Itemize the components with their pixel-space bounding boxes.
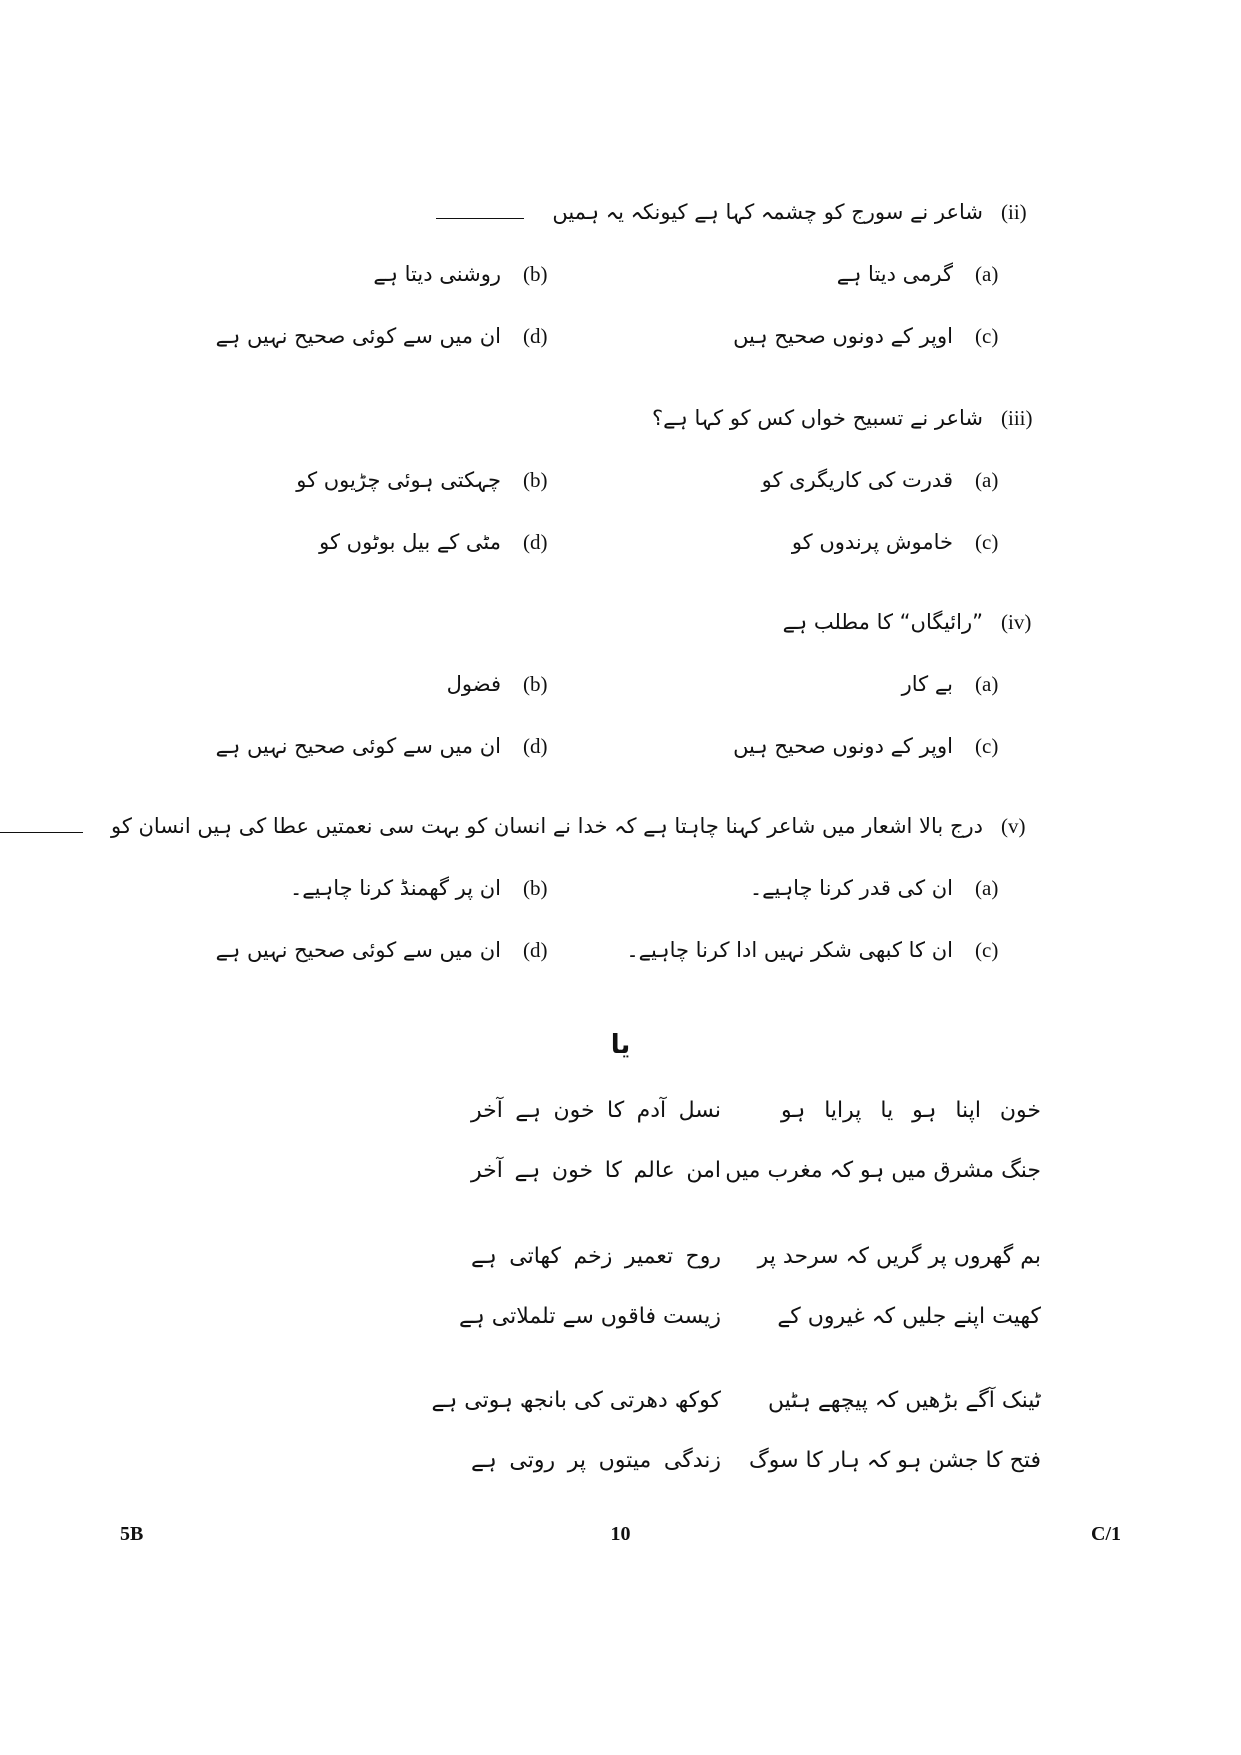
question-ii [436, 200, 1041, 225]
option-label: (a) [975, 262, 999, 286]
option-label: (c) [975, 324, 999, 348]
question-number: (ii) [1001, 200, 1027, 224]
option-a [902, 672, 1011, 697]
option-d [216, 734, 559, 759]
option-label: (d) [523, 530, 548, 554]
option-label: (c) [975, 734, 999, 758]
question-stem: ”رائیگاں“ کا مطلب ہے [782, 610, 983, 634]
poem-line: خون اپنا ہو یا پرایا ہو [781, 1098, 1041, 1123]
option-text: فضول [446, 672, 501, 696]
question-number: (iii) [1001, 406, 1033, 430]
option-d [319, 530, 559, 555]
option-label: (d) [523, 734, 548, 758]
poem-line: زندگی میتوں پر روتی ہے [471, 1448, 721, 1473]
option-a [762, 468, 1011, 493]
option-text: مٹی کے بیل بوٹوں کو [319, 530, 501, 554]
option-b [296, 468, 559, 493]
footer-set: C/1 [1091, 1523, 1121, 1545]
poem-line: بم گھروں پر گریں کہ سرحد پر [757, 1244, 1041, 1269]
option-c [626, 938, 1011, 963]
poem-line: نسل آدم کا خون ہے آخر [471, 1098, 721, 1123]
poem-line: کھیت اپنے جلیں کہ غیروں کے [777, 1304, 1041, 1329]
or-separator: یا [610, 1030, 631, 1060]
option-label: (a) [975, 468, 999, 492]
option-text: اوپر کے دونوں صحیح ہیں [733, 324, 953, 348]
poem-line: زیست فاقوں سے تلملاتی ہے [458, 1304, 721, 1329]
option-c [733, 734, 1011, 759]
poem-line: روح تعمیر زخم کھاتی ہے [471, 1244, 721, 1269]
option-label: (b) [523, 876, 548, 900]
option-text: ان میں سے کوئی صحیح نہیں ہے [215, 324, 501, 348]
option-label: (b) [523, 672, 548, 696]
question-v [0, 814, 1041, 839]
option-text: اوپر کے دونوں صحیح ہیں [733, 734, 953, 758]
question-iii [652, 406, 1041, 431]
option-text: روشنی دیتا ہے [373, 262, 501, 286]
option-text: چہکتی ہوئی چڑیوں کو [296, 468, 501, 492]
option-a [750, 876, 1011, 901]
option-label: (a) [975, 672, 999, 696]
answer-blank [0, 814, 83, 833]
question-stem: شاعر نے سورج کو چشمہ کہا ہے کیونکہ یہ ہمیں [552, 200, 983, 224]
option-a [837, 262, 1011, 287]
option-text: ان میں سے کوئی صحیح نہیں ہے [215, 938, 501, 962]
page-number: 10 [610, 1523, 631, 1545]
option-text: خاموش پرندوں کو [791, 530, 953, 554]
option-label: (d) [523, 324, 548, 348]
option-d [216, 324, 559, 349]
answer-blank [436, 200, 524, 219]
option-b [290, 876, 559, 901]
option-c [792, 530, 1011, 555]
question-iv [783, 610, 1041, 635]
option-label: (b) [523, 468, 548, 492]
footer-code: 5B [120, 1523, 144, 1545]
option-b [447, 672, 559, 697]
question-stem: درج بالا اشعار میں شاعر کہنا چاہتا ہے کہ خدا نے انسان کو بہت سی نعمتیں عطا کی ہیں انسان کو [110, 814, 983, 838]
question-number: (v) [1001, 814, 1026, 838]
option-c [733, 324, 1011, 349]
option-label: (b) [523, 262, 548, 286]
option-text: قدرت کی کاریگری کو [761, 468, 953, 492]
question-number: (iv) [1001, 610, 1032, 634]
poem-line: فتح کا جشن ہو کہ ہار کا سوگ [749, 1448, 1041, 1473]
option-label: (c) [975, 938, 999, 962]
option-text: بے کار [901, 672, 953, 696]
poem-line: جنگ مشرق میں ہو کہ مغرب میں [725, 1158, 1041, 1183]
question-stem: شاعر نے تسبیح خواں کس کو کہا ہے؟ [652, 406, 983, 430]
option-b [373, 262, 559, 287]
poem-line: ٹینک آگے بڑھیں کہ پیچھے ہٹیں [767, 1388, 1041, 1413]
poem-line: کوکھ دھرتی کی بانجھ ہوتی ہے [431, 1388, 721, 1413]
option-label: (d) [523, 938, 548, 962]
option-text: ان کی قدر کرنا چاہیے۔ [749, 876, 953, 900]
option-label: (a) [975, 876, 999, 900]
option-text: ان میں سے کوئی صحیح نہیں ہے [215, 734, 501, 758]
poem-line: امن عالم کا خون ہے آخر [471, 1158, 721, 1183]
option-label: (c) [975, 530, 999, 554]
option-text: ان پر گھمنڈ کرنا چاہیے۔ [289, 876, 501, 900]
option-text: ان کا کبھی شکر نہیں ادا کرنا چاہیے۔ [626, 938, 953, 962]
option-d [216, 938, 559, 963]
option-text: گرمی دیتا ہے [836, 262, 953, 286]
